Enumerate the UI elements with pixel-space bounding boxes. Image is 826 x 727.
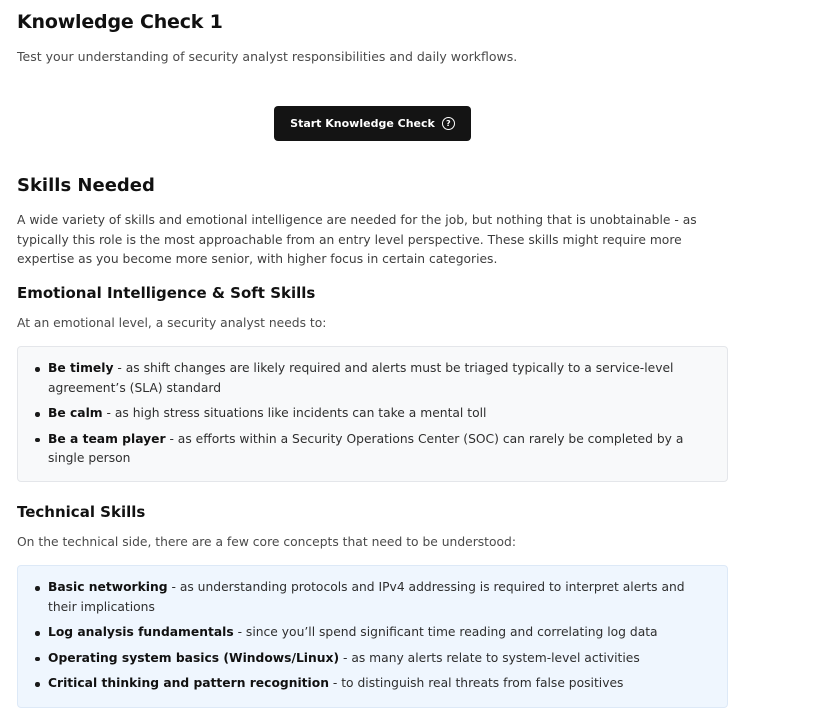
item-term: Log analysis fundamentals xyxy=(48,625,234,639)
item-text: - since you’ll spend significant time reading and correlating log data xyxy=(233,625,658,639)
technical-lead: On the technical side, there are a few core concepts that need to be understood: xyxy=(17,535,516,549)
item-term: Be timely xyxy=(48,361,114,375)
item-text: - as high stress situations like incidents can take a mental toll xyxy=(102,406,487,420)
item-term: Basic networking xyxy=(48,580,168,594)
item-text: - to distinguish real threats from false positives xyxy=(328,676,624,690)
list-item xyxy=(48,649,711,669)
list-item xyxy=(48,430,711,469)
item-term: Be calm xyxy=(48,406,103,420)
technical-skills-box xyxy=(17,565,728,708)
item-text: - as shift changes are likely required and alerts must be triaged typically to a service-level agreement’s (SLA) standard xyxy=(48,361,674,395)
list-item xyxy=(48,623,711,643)
item-text: - as efforts within a Security Operations Center (SOC) can rarely be completed by a single person xyxy=(48,431,684,465)
technical-skills-list xyxy=(48,578,711,694)
start-knowledge-check-button[interactable] xyxy=(274,106,471,141)
start-button-label: Start Knowledge Check xyxy=(290,117,435,130)
item-text: - as understanding protocols and IPv4 addressing is required to interpret alerts and their implications xyxy=(48,580,685,614)
list-item xyxy=(48,674,711,694)
page-title: Knowledge Check 1 xyxy=(17,11,223,33)
technical-heading: Technical Skills xyxy=(17,503,146,521)
skills-intro: A wide variety of skills and emotional intelligence are needed for the job, but nothing that is unobtainable - as typically this role is the most approachable from an entry level perspective. These skills might require more expertise as you become more senior, with higher focus in certain categories. xyxy=(17,213,697,267)
soft-skills-box xyxy=(17,346,728,482)
item-text: - as many alerts relate to system-level activities xyxy=(339,650,640,665)
emotional-lead: At an emotional level, a security analyst needs to: xyxy=(17,316,327,330)
question-circle-icon: ? xyxy=(442,117,455,130)
list-item xyxy=(48,404,711,424)
item-term: Operating system basics (Windows/Linux) xyxy=(48,650,340,665)
item-term: Be a team player xyxy=(48,431,166,446)
page-subtitle: Test your understanding of security analyst responsibilities and daily workflows. xyxy=(17,49,518,64)
list-item xyxy=(48,578,711,617)
item-term: Critical thinking and pattern recognition xyxy=(48,676,329,690)
skills-heading: Skills Needed xyxy=(17,175,155,196)
emotional-heading: Emotional Intelligence & Soft Skills xyxy=(17,284,316,302)
list-item xyxy=(48,359,711,398)
soft-skills-list xyxy=(48,359,711,469)
